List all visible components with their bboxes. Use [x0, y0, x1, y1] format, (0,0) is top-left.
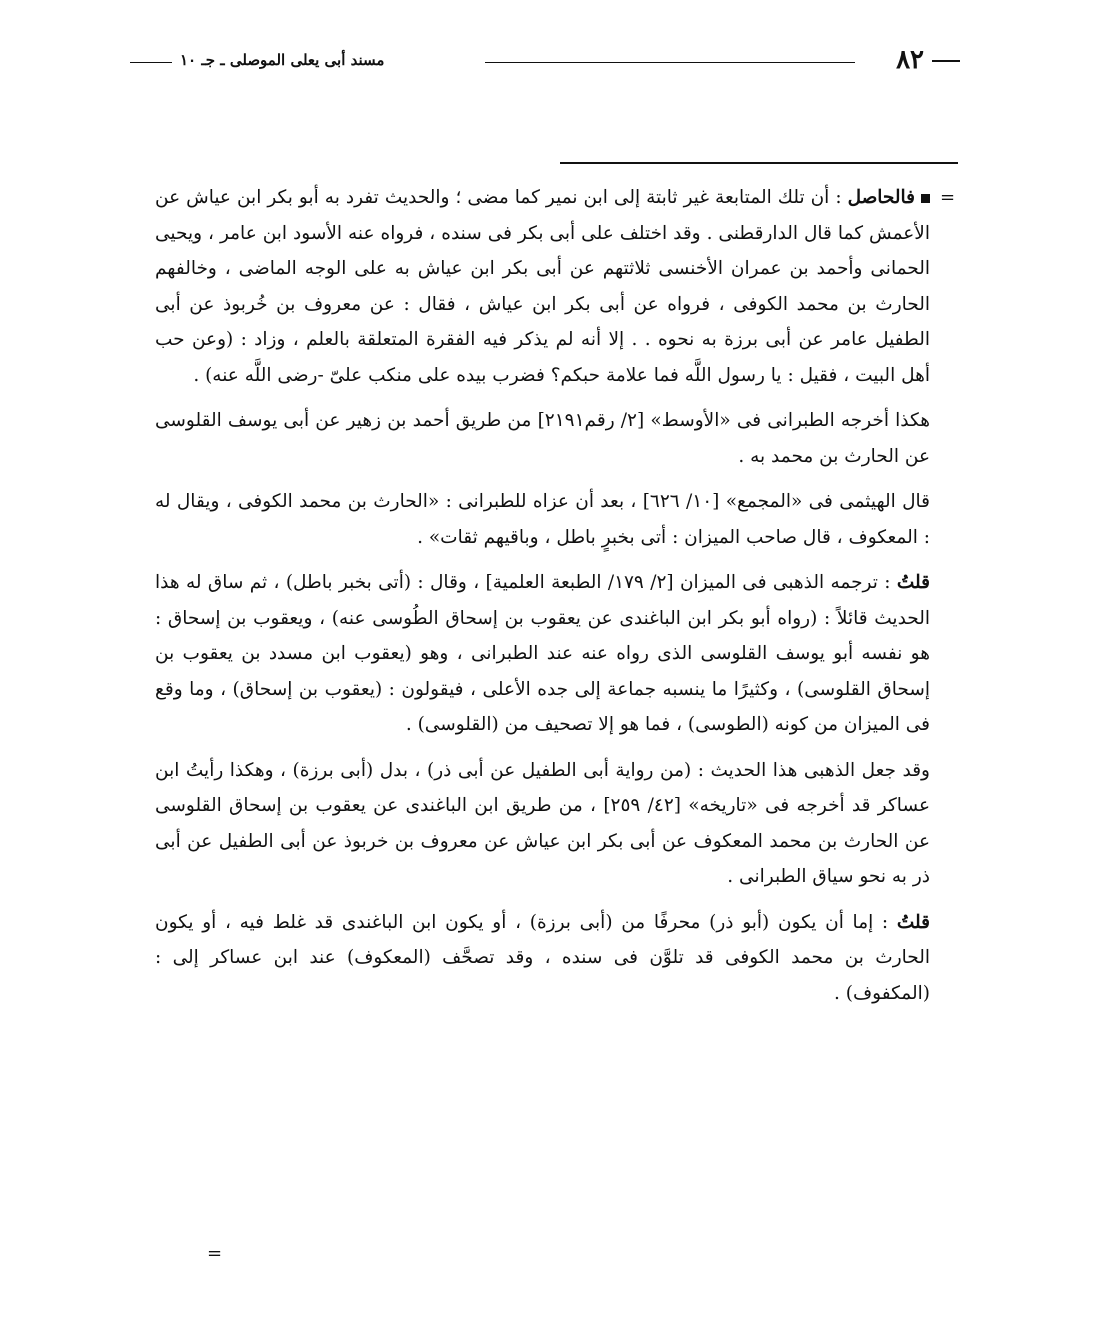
paragraph-text: : إما أن يكون (أبو ذر) محرفًا من (أبى برزة) ، أو يكون ابن الباغندى قد غلط فيه ، أو يكون الحارث بن محمد الكوفى قد تلوَّن فى سنده ، وقد تصحَّف (المعكوف) عند ابن عساكر إلى : (المكفوف) . — [155, 911, 930, 1004]
header-dash-left — [130, 62, 172, 63]
continuation-mark: = — [940, 187, 956, 208]
paragraph-text: هكذا أخرجه الطبرانى فى «الأوسط» [٢/ رقم٢١٩١] من طريق أحمد بن زهير عن أبى يوسف القلوسى عن الحارث بن محمد به . — [155, 410, 930, 467]
paragraph — [155, 565, 930, 743]
header-dash-right — [932, 60, 960, 62]
paragraph — [155, 905, 930, 1012]
paragraph-text: وقد جعل الذهبى هذا الحديث : (من رواية أبى الطفيل عن أبى ذر) ، بدل (أبى برزة) ، وهكذا رأيتُ ابن عساكر قد أخرجه فى «تاريخه» [٤٢/ ٢٥٩] ، من طريق ابن الباغندى عن يعقوب بن إسحاق القلوسى عن الحارث بن محمد المعكوف عن أبى بكر ابن عياش عن معروف بن خربوذ عن أبى الطفيل عن أبى ذر به نحو سياق الطبرانى . — [155, 759, 930, 887]
paragraph — [155, 403, 930, 474]
footnote-body — [155, 180, 930, 1021]
footnote-separator — [560, 162, 958, 164]
square-bullet-icon — [921, 194, 930, 203]
paragraph-text: : ترجمه الذهبى فى الميزان [٢/ ١٧٩/ الطبعة العلمية] ، وقال : (أتى بخبر باطل) ، ثم ساق له هذا الحديث قائلاً : (رواه أبو بكر ابن الباغندى عن يعقوب بن إسحاق الطُوسى عنه) ، ويعقوب بن إسحاق : هو نفسه أبو يوسف القلوسى الذى رواه عنه عند الطبرانى ، وهو (يعقوب ابن مسدد بن يعقوب بن إسحاق القلوسى) ، وكثيرًا ما ينسبه جماعة إلى جده الأعلى ، فيقولون : (يعقوب بن إسحاق) ، وما وقع فى الميزان من كونه (الطوسى) ، فما هو إلا تصحيف من (القلوسى) . — [155, 572, 930, 735]
paragraph-text: قال الهيثمى فى «المجمع» [١٠/ ٦٢٦] ، بعد أن عزاه للطبرانى : «الحارث بن محمد الكوفى ، ويقال له : المعكوف ، قال صاحب الميزان : أتى بخبرٍ باطل ، وباقيهم ثقات» . — [155, 491, 931, 548]
end-continuation-mark: = — [207, 1243, 223, 1264]
paragraph-lead: قلتُ — [896, 572, 930, 593]
paragraph-text: : أن تلك المتابعة غير ثابتة إلى ابن نمير كما مضى ؛ والحديث تفرد به أبو بكر ابن عياش عن الأعمش كما قال الدارقطنى . وقد اختلف على أبى بكر فى سنده ، فرواه عنه الأسود ابن عامر ، ويحيى الحمانى وأحمد بن عمران الأخنسى ثلاثتهم عن أبى بكر ابن عياش به على الوجه الماضى ، وخالفهم الحارث بن محمد الكوفى ، فرواه عن أبى بكر ابن عياش ، فقال : عن معروف بن خُربوذ عن أبى الطفيل عامر عن أبى برزة به نحوه . . إلا أنه لم يذكر فيه الفقرة المتعلقة بالعلم ، وزاد : (وعن حب أهل البيت ، فقيل : يا رسول اللَّه فما علامة حبكم؟ فضرب بيده على منكب علىّ -رضى اللَّه عنه) . — [155, 187, 930, 386]
paragraph — [155, 484, 930, 555]
page-header — [130, 40, 960, 80]
paragraph-lead: قلتُ — [896, 911, 930, 933]
page-number: ٨٢ — [896, 45, 924, 75]
paragraph-lead: فالحاصل — [847, 187, 915, 208]
header-rule — [485, 62, 855, 63]
book-title: مسند أبى يعلى الموصلى ـ جـ ١٠ — [180, 51, 385, 69]
paragraph — [155, 753, 930, 895]
paragraph — [155, 180, 930, 393]
